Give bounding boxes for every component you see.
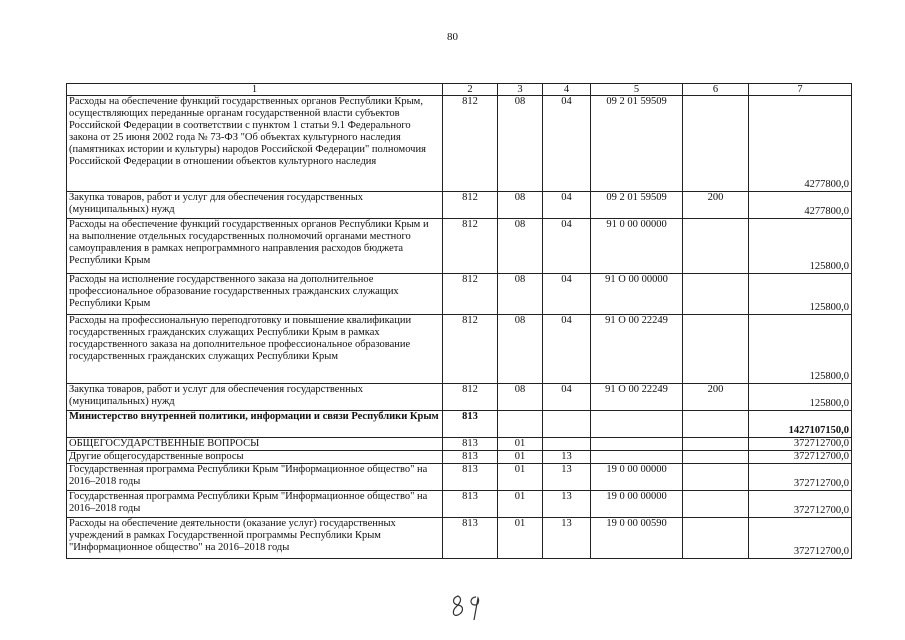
code-cell: 812 — [443, 384, 498, 411]
amount-cell: 372712700,0 — [749, 518, 852, 559]
description-cell: Министерство внутренней политики, информации и связи Республики Крым — [67, 411, 443, 438]
target-article-cell — [591, 451, 683, 464]
section-cell: 08 — [498, 384, 543, 411]
table-row — [67, 438, 852, 451]
expense-type-cell — [683, 96, 749, 192]
header-cell: 1 — [67, 84, 443, 96]
description-cell: Расходы на обеспечение функций государственных органов Республики Крым и на выполнение отдельных государственных полномочий органами местного самоуправления в рамках непрограммного направления расходов бюджета Республики Крым — [67, 219, 443, 274]
section-cell: 01 — [498, 464, 543, 491]
target-article-cell — [591, 411, 683, 438]
budget-table — [66, 83, 852, 559]
amount-cell: 372712700,0 — [749, 438, 852, 451]
section-cell: 08 — [498, 96, 543, 192]
description-cell: Государственная программа Республики Крым "Информационное общество" на 2016–2018 годы — [67, 491, 443, 518]
amount-cell: 125800,0 — [749, 219, 852, 274]
section-cell: 08 — [498, 274, 543, 315]
section-cell: 01 — [498, 491, 543, 518]
header-cell: 7 — [749, 84, 852, 96]
target-article-cell: 91 О 00 22249 — [591, 315, 683, 384]
table-body — [67, 84, 852, 559]
table-row — [67, 274, 852, 315]
code-cell: 813 — [443, 464, 498, 491]
description-cell: Другие общегосударственные вопросы — [67, 451, 443, 464]
handwritten-page-number — [448, 590, 488, 624]
table-row — [67, 219, 852, 274]
subsection-cell: 13 — [543, 451, 591, 464]
code-cell: 813 — [443, 451, 498, 464]
subsection-cell: 04 — [543, 274, 591, 315]
target-article-cell: 91 О 00 00000 — [591, 274, 683, 315]
subsection-cell — [543, 411, 591, 438]
code-cell: 813 — [443, 518, 498, 559]
table-row — [67, 384, 852, 411]
subsection-cell: 04 — [543, 384, 591, 411]
target-article-cell: 91 0 00 00000 — [591, 219, 683, 274]
subsection-cell: 04 — [543, 315, 591, 384]
section-cell: 08 — [498, 315, 543, 384]
header-cell: 5 — [591, 84, 683, 96]
section-cell — [498, 411, 543, 438]
target-article-cell: 09 2 01 59509 — [591, 96, 683, 192]
expense-type-cell — [683, 451, 749, 464]
subsection-cell: 13 — [543, 491, 591, 518]
section-cell: 01 — [498, 518, 543, 559]
page-number: 80 — [447, 31, 458, 43]
section-cell: 01 — [498, 451, 543, 464]
target-article-cell: 19 0 00 00000 — [591, 491, 683, 518]
header-cell: 2 — [443, 84, 498, 96]
table-row — [67, 451, 852, 464]
code-cell: 813 — [443, 491, 498, 518]
description-cell: Расходы на профессиональную переподготовку и повышение квалификации государственных гражданских служащих Республики Крым в рамках государственного заказа на дополнительное профессиональное образование государственных гражданских служащих Республики Крым — [67, 315, 443, 384]
expense-type-cell: 200 — [683, 384, 749, 411]
section-cell: 08 — [498, 219, 543, 274]
amount-cell: 372712700,0 — [749, 464, 852, 491]
expense-type-cell — [683, 464, 749, 491]
subsection-cell: 13 — [543, 464, 591, 491]
table-row — [67, 315, 852, 384]
code-cell: 812 — [443, 274, 498, 315]
amount-cell: 125800,0 — [749, 384, 852, 411]
code-cell: 812 — [443, 96, 498, 192]
subsection-cell: 04 — [543, 192, 591, 219]
amount-cell: 125800,0 — [749, 274, 852, 315]
target-article-cell: 19 0 00 00590 — [591, 518, 683, 559]
amount-cell: 372712700,0 — [749, 451, 852, 464]
target-article-cell: 91 О 00 22249 — [591, 384, 683, 411]
table-row — [67, 192, 852, 219]
amount-cell: 4277800,0 — [749, 96, 852, 192]
description-cell: Закупка товаров, работ и услуг для обеспечения государственных (муниципальных) нужд — [67, 384, 443, 411]
section-cell: 01 — [498, 438, 543, 451]
target-article-cell: 09 2 01 59509 — [591, 192, 683, 219]
subsection-cell: 13 — [543, 518, 591, 559]
description-cell: Расходы на исполнение государственного заказа на дополнительное профессиональное образование государственных гражданских служащих Республики Крым — [67, 274, 443, 315]
header-cell: 4 — [543, 84, 591, 96]
expense-type-cell — [683, 219, 749, 274]
expense-type-cell — [683, 411, 749, 438]
expense-type-cell — [683, 315, 749, 384]
code-cell: 813 — [443, 438, 498, 451]
description-cell: Расходы на обеспечение функций государственных органов Республики Крым, осуществляющих переданные органам государственной власти субъектов Российской Федерации в соответствии с пунктом 1 статьи 9.1 Федерального закона от 25 июня 2002 года № 73-ФЗ "Об объектах культурного наследия (памятниках истории и культуры) народов Российской Федерации" полномочия Российской Федерации в отношении объектов культурного наследия — [67, 96, 443, 192]
subsection-cell — [543, 438, 591, 451]
amount-cell: 125800,0 — [749, 315, 852, 384]
code-cell: 813 — [443, 411, 498, 438]
expense-type-cell — [683, 491, 749, 518]
code-cell: 812 — [443, 192, 498, 219]
amount-cell: 372712700,0 — [749, 491, 852, 518]
amount-cell: 4277800,0 — [749, 192, 852, 219]
table-row — [67, 96, 852, 192]
table-row — [67, 464, 852, 491]
amount-cell: 1427107150,0 — [749, 411, 852, 438]
subsection-cell: 04 — [543, 219, 591, 274]
expense-type-cell — [683, 438, 749, 451]
expense-type-cell — [683, 518, 749, 559]
description-cell: Закупка товаров, работ и услуг для обеспечения государственных (муниципальных) нужд — [67, 192, 443, 219]
target-article-cell: 19 0 00 00000 — [591, 464, 683, 491]
subsection-cell: 04 — [543, 96, 591, 192]
header-cell: 3 — [498, 84, 543, 96]
code-cell: 812 — [443, 219, 498, 274]
expense-type-cell: 200 — [683, 192, 749, 219]
table-row — [67, 411, 852, 438]
header-cell: 6 — [683, 84, 749, 96]
description-cell: Расходы на обеспечение деятельности (оказание услуг) государственных учреждений в рамках Государственной программы Республики Крым "Информационное общество" на 2016–2018 годы — [67, 518, 443, 559]
expense-type-cell — [683, 274, 749, 315]
code-cell: 812 — [443, 315, 498, 384]
description-cell: Государственная программа Республики Крым "Информационное общество" на 2016–2018 годы — [67, 464, 443, 491]
table-header-row — [67, 84, 852, 96]
table-row — [67, 518, 852, 559]
description-cell: ОБЩЕГОСУДАРСТВЕННЫЕ ВОПРОСЫ — [67, 438, 443, 451]
target-article-cell — [591, 438, 683, 451]
table-row — [67, 491, 852, 518]
section-cell: 08 — [498, 192, 543, 219]
